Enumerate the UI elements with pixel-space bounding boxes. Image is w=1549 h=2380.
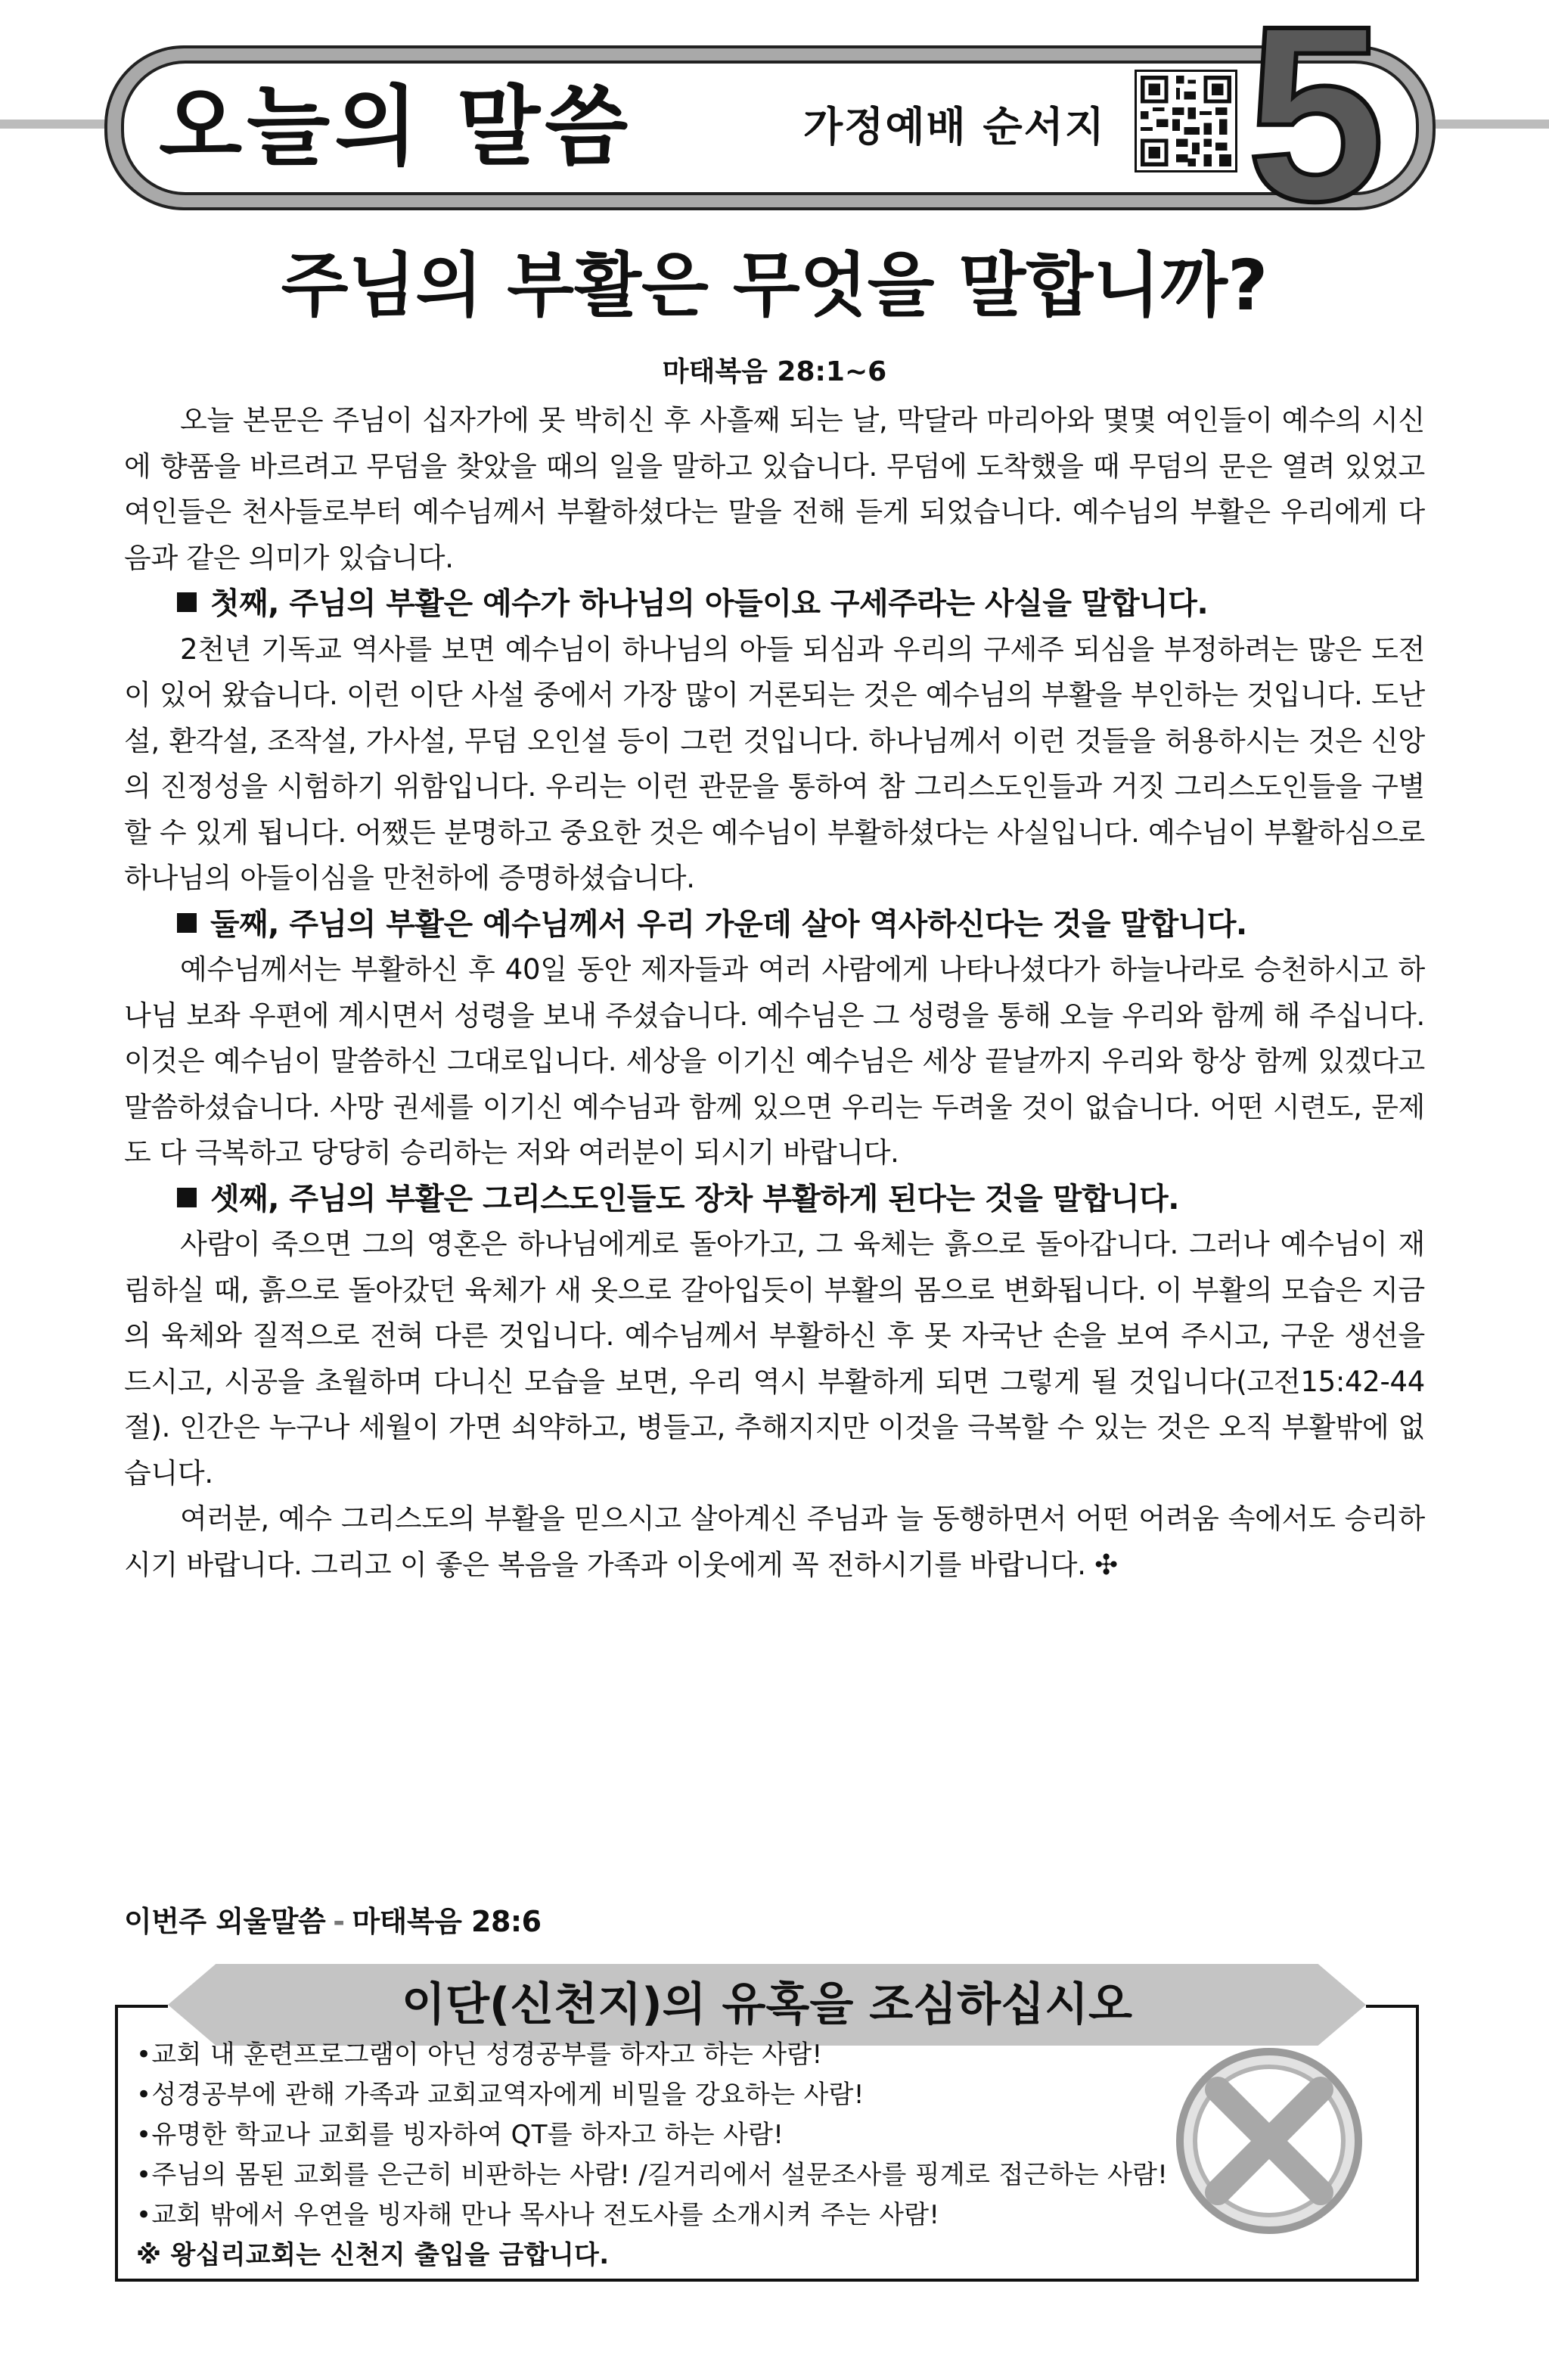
point-body-2: 예수님께서는 부활하신 후 40일 동안 제자들과 여러 사람에게 나타나셨다가 하늘나라로 승천하시고 하나님 보좌 우편에 계시면서 성령을 보내 주셨습니다. 예수님은 그 성령을 통해 오늘 우리와 함께 해 주십니다. 이것은 예수님이 말씀하신 그대로입니다. 세상을 이기신 예수님은 세상 끝날까지 우리와 항상 함께 있겠다고 말씀하셨습니다. 사망 권세를 이기신 예수님과 함께 있으면 우리는 두려울 것이 없습니다. 어떤 시련도, 문제도 다 극복하고 당당히 승리하는 저와 여러분이 되시기 바랍니다. <box>124 953 1425 1169</box>
warning-title: 이단(신천지)의 유혹을 조심하십시오 <box>401 1978 1133 2031</box>
point-body-1: 2천년 기독교 역사를 보면 예수님이 하나님의 아들 되심과 우리의 구세주 되심을 부정하려는 많은 도전이 있어 왔습니다. 이런 이단 사설 중에서 가장 많이 거론되는 것은 예수님의 부활을 부인하는 것입니다. 도난설, 환각설, 조작설, 가사설, 무덤 오인설 등이 그런 것입니다. 하나님께서 이런 것들을 허용하시는 것은 신앙의 진정성을 시험하기 위함입니다. 우리는 이런 관문을 통하여 참 그리스도인들과 거짓 그리스도인들을 구별할 수 있게 됩니다. 어쨌든 분명하고 중요한 것은 예수님이 부활하셨다는 사실입니다. 예수님이 부활하심으로 하나님의 아들이심을 만천하에 증명하셨습니다. <box>124 632 1425 894</box>
point-heading-2: 둘째, 주님의 부활은 예수님께서 우리 가운데 살아 역사하신다는 것을 말합니다. <box>124 902 1425 948</box>
sermon-title: 주님의 부활은 무엇을 말합니까? <box>281 245 1268 326</box>
scripture-reference: 마태복음 28:1~6 <box>662 356 887 387</box>
point-heading-1: 첫째, 주님의 부활은 예수가 하나님의 아들이요 구세주라는 사실을 말합니다. <box>124 581 1425 627</box>
issue-number: 5 <box>1246 0 1386 253</box>
warning-box-top-left <box>115 2005 168 2008</box>
sermon-body <box>124 398 1425 1588</box>
warning-box-top-right <box>1366 2005 1419 2008</box>
warning-item-4: •주님의 몸된 교회를 은근히 비판하는 사람! /길거리에서 설문조사를 핑계로 접근하는 사람! <box>136 2160 1169 2190</box>
square-bullet-icon <box>177 913 197 933</box>
point-heading-3: 셋째, 주님의 부활은 그리스도인들도 장차 부활하게 된다는 것을 말합니다. <box>124 1176 1425 1223</box>
memory-verse <box>124 1899 542 1944</box>
memory-verse-reference: 마태복음 28:6 <box>352 1905 542 1938</box>
warning-item-2: •성경공부에 관해 가족과 교회교역자에게 비밀을 강요하는 사람! <box>136 2080 865 2110</box>
warning-notice: ※ 왕십리교회는 신천지 출입을 금합니다. <box>136 2240 610 2270</box>
warning-item-3: •유명한 학교나 교회를 빙자하여 QT를 하자고 하는 사람! <box>136 2120 784 2150</box>
closing-paragraph: 여러분, 예수 그리스도의 부활을 믿으시고 살아계신 주님과 늘 동행하면서 어떤 어려움 속에서도 승리하시기 바랍니다. 그리고 이 좋은 복음을 가족과 이웃에게 꼭 전하시기를 바랍니다. ✣ <box>124 1502 1425 1581</box>
warning-item-5: •교회 밖에서 우연을 빙자해 만나 목사나 전도사를 소개시켜 주는 사람! <box>136 2200 940 2230</box>
header-subtitle: 가정예배 순서지 <box>803 103 1106 151</box>
warning-list <box>136 2035 1392 2276</box>
intro-paragraph: 오늘 본문은 주님이 십자가에 못 박히신 후 사흘째 되는 날, 막달라 마리아와 몇몇 여인들이 예수의 시신에 향품을 바르려고 무덤을 찾았을 때의 일을 말하고 있습니다. 무덤에 도착했을 때 무덤의 문은 열려 있었고 여인들은 천사들로부터 예수님께서 부활하셨다는 말을 전해 듣게 되었습니다. 예수님의 부활은 우리에게 다음과 같은 의미가 있습니다. <box>124 404 1425 574</box>
qr-code-icon[interactable] <box>1135 70 1237 172</box>
memory-verse-dash: - <box>333 1905 345 1938</box>
end-mark-icon: ✣ <box>1094 1548 1118 1581</box>
square-bullet-icon <box>177 592 197 612</box>
memory-verse-label: 이번주 외울말씀 <box>124 1905 326 1938</box>
square-bullet-icon <box>177 1188 197 1207</box>
warning-item-1: •교회 내 훈련프로그램이 아닌 성경공부를 하자고 하는 사람! <box>136 2040 823 2070</box>
point-body-3: 사람이 죽으면 그의 영혼은 하나님에게로 돌아가고, 그 육체는 흙으로 돌아갑니다. 그러나 예수님이 재림하실 때, 흙으로 돌아갔던 육체가 새 옷으로 갈아입듯이 부활의 몸으로 변화됩니다. 이 부활의 모습은 지금의 육체와 질적으로 전혀 다른 것입니다. 예수님께서 부활하신 후 못 자국난 손을 보여 주시고, 구운 생선을 드시고, 시공을 초월하며 다니신 모습을 보면, 우리 역시 부활하게 되면 그렇게 될 것입니다(고전15:42-44절). 인간은 누구나 세월이 가면 쇠약하고, 병들고, 추해지지만 이것을 극복할 수 있는 것은 오직 부활밖에 없습니다. <box>124 1228 1425 1490</box>
header-title: 오늘의 말씀 <box>159 76 633 177</box>
